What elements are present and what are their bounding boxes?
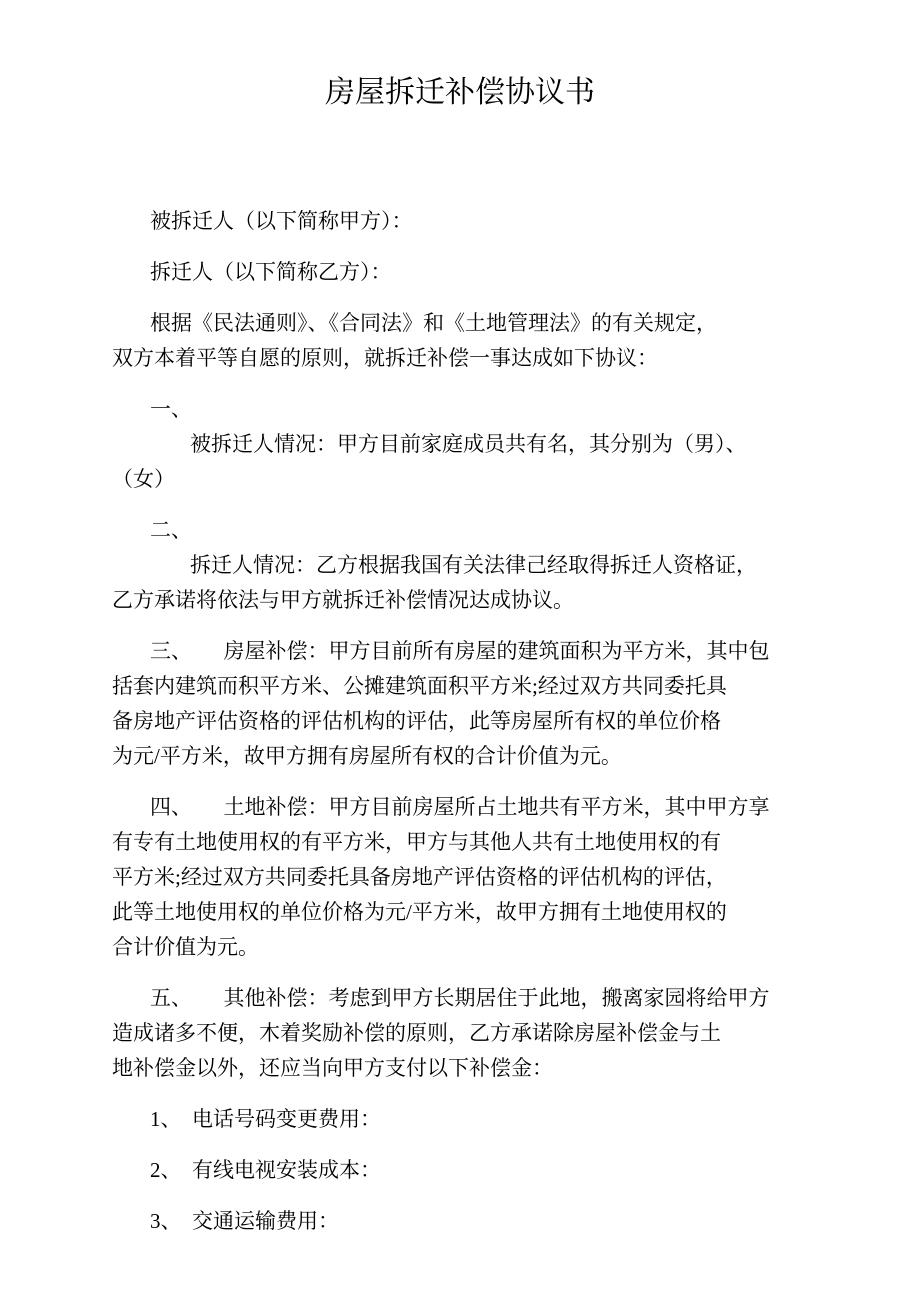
document-line: 拆迁人情况：乙方根据我国有关法律己经取得拆迁人资格证，	[190, 553, 757, 577]
document-line: 三、 房屋补偿：甲方目前所有房屋的建筑面积为平方米，其中包	[150, 639, 770, 663]
document-line: 2、 有线电视安装成本：	[150, 1158, 381, 1182]
paragraph	[112, 1204, 814, 1239]
document-body	[112, 204, 814, 1239]
document-line: 合计价值为元。	[112, 935, 259, 959]
document-line: 根据《民法通则》、《合同法》和《土地管理法》的有关规定，	[150, 311, 717, 335]
document-line: 双方本着平等自愿的原则，就拆迁补偿一事达成如下协议：	[112, 346, 658, 370]
document-line: 被拆迁人（以下简称甲方）：	[150, 209, 413, 233]
paragraph	[112, 427, 814, 497]
document-line: 二、	[150, 518, 192, 542]
paragraph	[112, 392, 814, 427]
document-line: 有专有土地使用权的有平方米，甲方与其他人共有土地使用权的有	[112, 830, 721, 854]
paragraph	[112, 204, 814, 239]
paragraph	[112, 255, 814, 290]
paragraph	[112, 634, 814, 774]
document-line: 1、 电话号码变更费用：	[150, 1107, 381, 1131]
paragraph	[112, 513, 814, 548]
document-line: 平方米;经过双方共同委托具备房地产评估资格的评估机构的评估，	[112, 865, 727, 889]
paragraph	[112, 790, 814, 965]
document-line: 此等土地使用权的单位价格为元/平方米，故甲方拥有土地使用权的	[112, 900, 727, 924]
document-line: 一、	[150, 397, 192, 421]
paragraph	[112, 1102, 814, 1137]
document-line: 地补偿金以外，还应当向甲方支付以下补偿金：	[112, 1056, 553, 1080]
document-line: （女）	[112, 467, 175, 491]
document-line: 造成诸多不便，木着奖励补偿的原则，乙方承诺除房屋补偿金与土	[112, 1021, 721, 1045]
document-line: 3、 交通运输费用：	[150, 1209, 339, 1233]
document-line: 备房地产评估资格的评估机构的评估，此等房屋所有权的单位价格	[112, 709, 721, 733]
document-title: 房屋拆迁补偿协议书	[325, 76, 595, 109]
document-line: 五、 其他补偿：考虑到甲方长期居住于此地，搬离家园将给甲方	[150, 986, 770, 1010]
paragraph	[112, 1153, 814, 1188]
paragraph	[112, 306, 814, 376]
document-line: 被拆迁人情况：甲方目前家庭成员共有名，其分别为（男）、	[190, 432, 747, 456]
document-line: 括套内建筑而积平方米、公摊建筑面积平方米;经过双方共同委托具	[112, 674, 727, 698]
document-line: 拆迁人（以下简称乙方）：	[150, 260, 392, 284]
paragraph	[112, 548, 814, 618]
document-line: 为元/平方米，故甲方拥有房屋所有权的合计价值为元。	[112, 744, 622, 768]
document-line: 乙方承诺将依法与甲方就拆迁补偿情况达成协议。	[112, 588, 574, 612]
paragraph	[112, 981, 814, 1086]
document-line: 四、 土地补偿：甲方目前房屋所占土地共有平方米，其中甲方享	[150, 795, 770, 819]
